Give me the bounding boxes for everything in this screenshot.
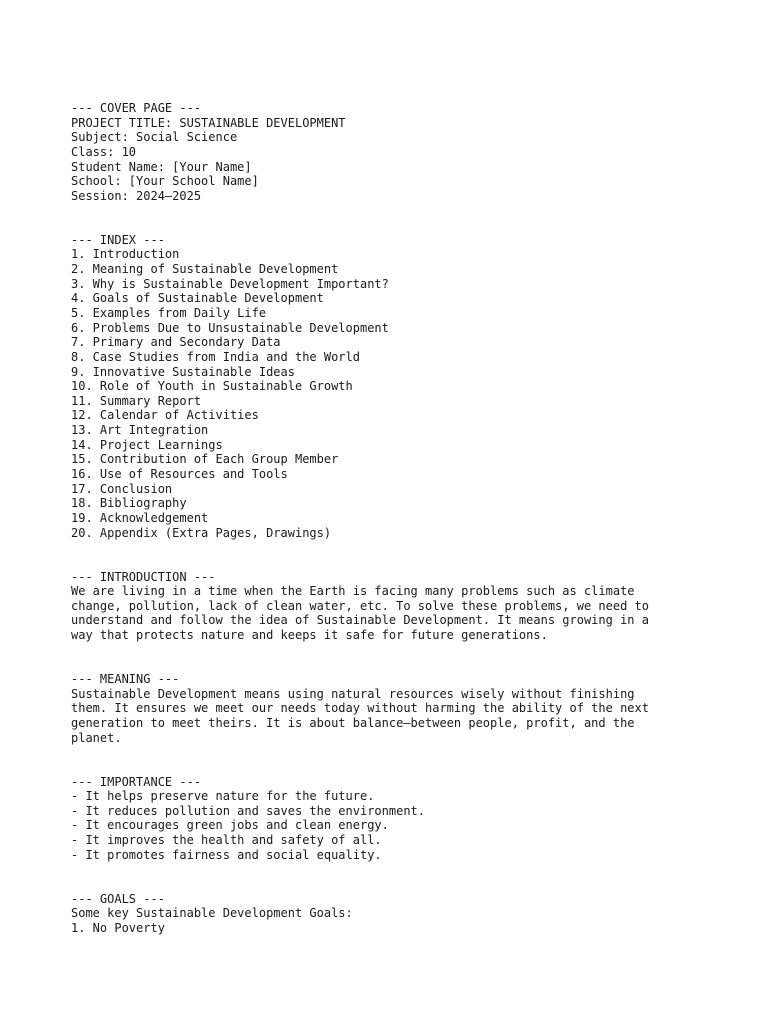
- goals-item: 1. No Poverty: [71, 920, 165, 935]
- index-item: 18. Bibliography: [71, 496, 187, 511]
- index-item: 1. Introduction: [71, 247, 180, 262]
- project-title: PROJECT TITLE: SUSTAINABLE DEVELOPMENT: [71, 115, 346, 130]
- subject-line: Subject: Social Science: [71, 130, 238, 145]
- index-item: 14. Project Learnings: [71, 437, 223, 452]
- section-gap: [71, 862, 711, 891]
- introduction-section: [71, 570, 711, 643]
- meaning-heading: --- MEANING ---: [71, 672, 180, 687]
- session-line: Session: 2024–2025: [71, 188, 202, 203]
- meaning-text-line: them. It ensures we meet our needs today without harming the ability of the next: [71, 701, 649, 716]
- section-gap: [71, 203, 711, 232]
- introduction-text-line: way that protects nature and keeps it safe for future generations.: [71, 628, 548, 643]
- index-item: 19. Acknowledgement: [71, 510, 209, 525]
- index-item: 2. Meaning of Sustainable Development: [71, 262, 339, 277]
- index-item: 10. Role of Youth in Sustainable Growth: [71, 379, 353, 394]
- cover-heading: --- COVER PAGE ---: [71, 101, 202, 115]
- index-item: 8. Case Studies from India and the World: [71, 349, 360, 364]
- index-item: 3. Why is Sustainable Development Important?: [71, 276, 389, 291]
- introduction-heading: --- INTRODUCTION ---: [71, 569, 216, 584]
- importance-item: - It encourages green jobs and clean energy.: [71, 818, 389, 833]
- index-item: 15. Contribution of Each Group Member: [71, 452, 339, 467]
- student-name-line: Student Name: [Your Name]: [71, 159, 252, 174]
- importance-item: - It helps preserve nature for the future.: [71, 789, 375, 804]
- index-item: 12. Calendar of Activities: [71, 408, 259, 423]
- goals-section: [71, 892, 711, 936]
- importance-item: - It reduces pollution and saves the environment.: [71, 803, 426, 818]
- meaning-text-line: generation to meet theirs. It is about balance—between people, profit, and the: [71, 715, 635, 730]
- section-gap: [71, 643, 711, 672]
- index-item: 5. Examples from Daily Life: [71, 305, 267, 320]
- introduction-text-line: understand and follow the idea of Sustainable Development. It means growing in a: [71, 613, 649, 628]
- index-item: 16. Use of Resources and Tools: [71, 467, 288, 482]
- introduction-text-line: change, pollution, lack of clean water, etc. To solve these problems, we need to: [71, 598, 649, 613]
- importance-item: - It promotes fairness and social equality.: [71, 847, 382, 862]
- index-item: 9. Innovative Sustainable Ideas: [71, 364, 295, 379]
- meaning-text-line: Sustainable Development means using natural resources wisely without finishing: [71, 686, 635, 701]
- goals-intro-line: Some key Sustainable Development Goals:: [71, 906, 353, 921]
- index-item: 20. Appendix (Extra Pages, Drawings): [71, 525, 332, 540]
- meaning-text-line: planet.: [71, 730, 122, 745]
- section-gap: [71, 540, 711, 569]
- introduction-text-line: We are living in a time when the Earth is facing many problems such as climate: [71, 584, 635, 599]
- importance-section: [71, 775, 711, 863]
- index-heading: --- INDEX ---: [71, 232, 165, 247]
- index-item: 6. Problems Due to Unsustainable Development: [71, 320, 389, 335]
- document-page: [71, 101, 711, 936]
- goals-heading: --- GOALS ---: [71, 891, 165, 906]
- cover-section: [71, 101, 711, 203]
- index-item: 13. Art Integration: [71, 423, 209, 438]
- index-item: 4. Goals of Sustainable Development: [71, 291, 324, 306]
- index-item: 7. Primary and Secondary Data: [71, 335, 281, 350]
- index-item: 11. Summary Report: [71, 393, 202, 408]
- index-section: [71, 233, 711, 540]
- importance-heading: --- IMPORTANCE ---: [71, 774, 202, 789]
- index-item: 17. Conclusion: [71, 481, 173, 496]
- meaning-section: [71, 672, 711, 745]
- class-line: Class: 10: [71, 144, 137, 159]
- importance-item: - It improves the health and safety of all.: [71, 833, 382, 848]
- school-line: School: [Your School Name]: [71, 174, 259, 189]
- section-gap: [71, 745, 711, 774]
